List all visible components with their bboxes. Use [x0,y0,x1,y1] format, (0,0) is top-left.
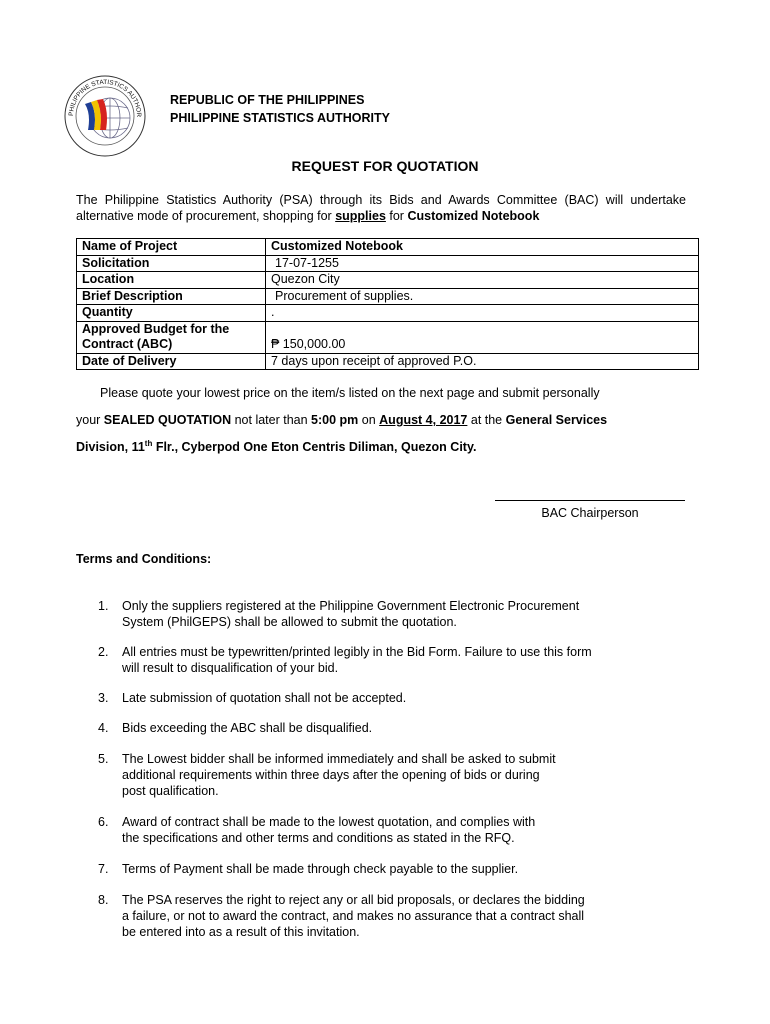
document-title: REQUEST FOR QUOTATION [291,158,479,174]
term-text: Late submission of quotation shall not be accepted. [122,691,407,705]
list-item [76,892,688,940]
term-number: 4. [98,721,109,735]
detail-label: Quantity [77,305,266,322]
intro-for: for [385,209,408,223]
term-number: 3. [98,691,109,705]
detail-label: Brief Description [77,288,266,305]
signature-line [495,500,685,501]
list-item [76,644,688,676]
detail-label: Location [77,272,266,289]
table-row [77,239,699,256]
list-item [76,720,688,736]
list-item [76,598,688,630]
term-number: 8. [98,893,109,907]
term-text: The Lowest bidder shall be informed immediately and shall be asked to submit [122,752,556,766]
intro-paragraph [76,192,686,224]
intro-item: Customized Notebook [407,209,540,223]
term-text: System (PhilGEPS) shall be allowed to submit the quotation. [122,615,457,629]
list-item [76,690,688,706]
detail-value: Procurement of supplies. [266,288,699,305]
deadline-time: 5:00 pm [311,413,359,427]
intro-supplies: supplies [335,209,386,223]
term-number: 2. [98,645,109,659]
term-text: post qualification. [122,784,219,798]
detail-value: Quezon City [266,272,699,289]
quotation-instructions [76,380,688,461]
division-name-cont [76,440,476,454]
term-number: 7. [98,862,109,876]
quote-line1: Please quote your lowest price on the item/s listed on the next page and submit personally [100,386,600,400]
division-floor: Division, 11 [76,440,145,454]
term-text: Terms of Payment shall be made through check payable to the supplier. [122,862,519,876]
quote-on: on [358,413,380,427]
table-row [77,305,699,322]
bac-chairperson-title: BAC Chairperson [541,506,639,520]
detail-value: 17-07-1255 [266,255,699,272]
quote-at: at the [467,413,506,427]
psa-seal-logo [63,74,147,158]
table-row [77,255,699,272]
term-text: will result to disqualification of your bid. [122,661,339,675]
detail-value: Customized Notebook [266,239,699,256]
detail-value: . [266,305,699,322]
seal-text: PHILIPPINE STATISTICS AUTHOR [67,78,143,118]
table-row [77,321,699,353]
quote-your: your [76,413,104,427]
table-row [77,272,699,289]
terms-list [76,598,688,940]
detail-label [77,321,266,353]
table-row [77,353,699,370]
list-item [76,751,688,799]
republic-line: REPUBLIC OF THE PHILIPPINES [170,93,365,107]
detail-label: Date of Delivery [77,353,266,370]
organization-header [170,91,390,127]
term-number: 5. [98,752,109,766]
intro-text: The Philippine Statistics Authority (PSA) through its Bids and Awards Committee (BAC) will undertake alternative mode of procurement, shopping for [76,193,686,223]
quote-line2 [76,407,688,434]
term-text: Only the suppliers registered at the Philippine Government Electronic Procurement [122,599,580,613]
detail-value: 7 days upon receipt of approved P.O. [266,353,699,370]
detail-label: Name of Project [77,239,266,256]
term-text: be entered into as a result of this invitation. [122,925,360,939]
quote-line3 [76,434,688,461]
detail-label-line1: Approved Budget for the [82,321,230,336]
term-text: All entries must be typewritten/printed legibly in the Bid Form. Failure to use this form [122,645,592,659]
term-text: Bids exceeding the ABC shall be disqualified. [122,721,373,735]
quote-not-later: not later than [231,413,312,427]
division-name: General Services [505,413,608,427]
project-details-table [76,238,699,370]
term-text: additional requirements within three days after the opening of bids or during [122,768,540,782]
floor-suffix: th [144,438,153,448]
term-text: Award of contract shall be made to the lowest quotation, and complies with [122,815,536,829]
term-number: 6. [98,815,109,829]
list-item [76,861,688,877]
authority-line: PHILIPPINE STATISTICS AUTHORITY [170,111,390,125]
sealed-quotation: SEALED QUOTATION [103,413,232,427]
office-address: Flr., Cyberpod One Eton Centris Diliman, Quezon City. [152,440,477,454]
deadline-date: August 4, 2017 [379,413,468,427]
term-text: a failure, or not to award the contract, and makes no assurance that a contract shall [122,909,585,923]
term-text: the specifications and other terms and conditions as stated in the RFQ. [122,831,515,845]
table-row [77,288,699,305]
term-text: The PSA reserves the right to reject any or all bid proposals, or declares the bidding [122,893,585,907]
terms-heading: Terms and Conditions: [76,552,212,566]
detail-label-line2: Contract (ABC) [82,337,173,351]
detail-label: Solicitation [77,255,266,272]
detail-value: ₱ 150,000.00 [266,321,699,353]
list-item [76,814,688,846]
term-number: 1. [98,599,109,613]
